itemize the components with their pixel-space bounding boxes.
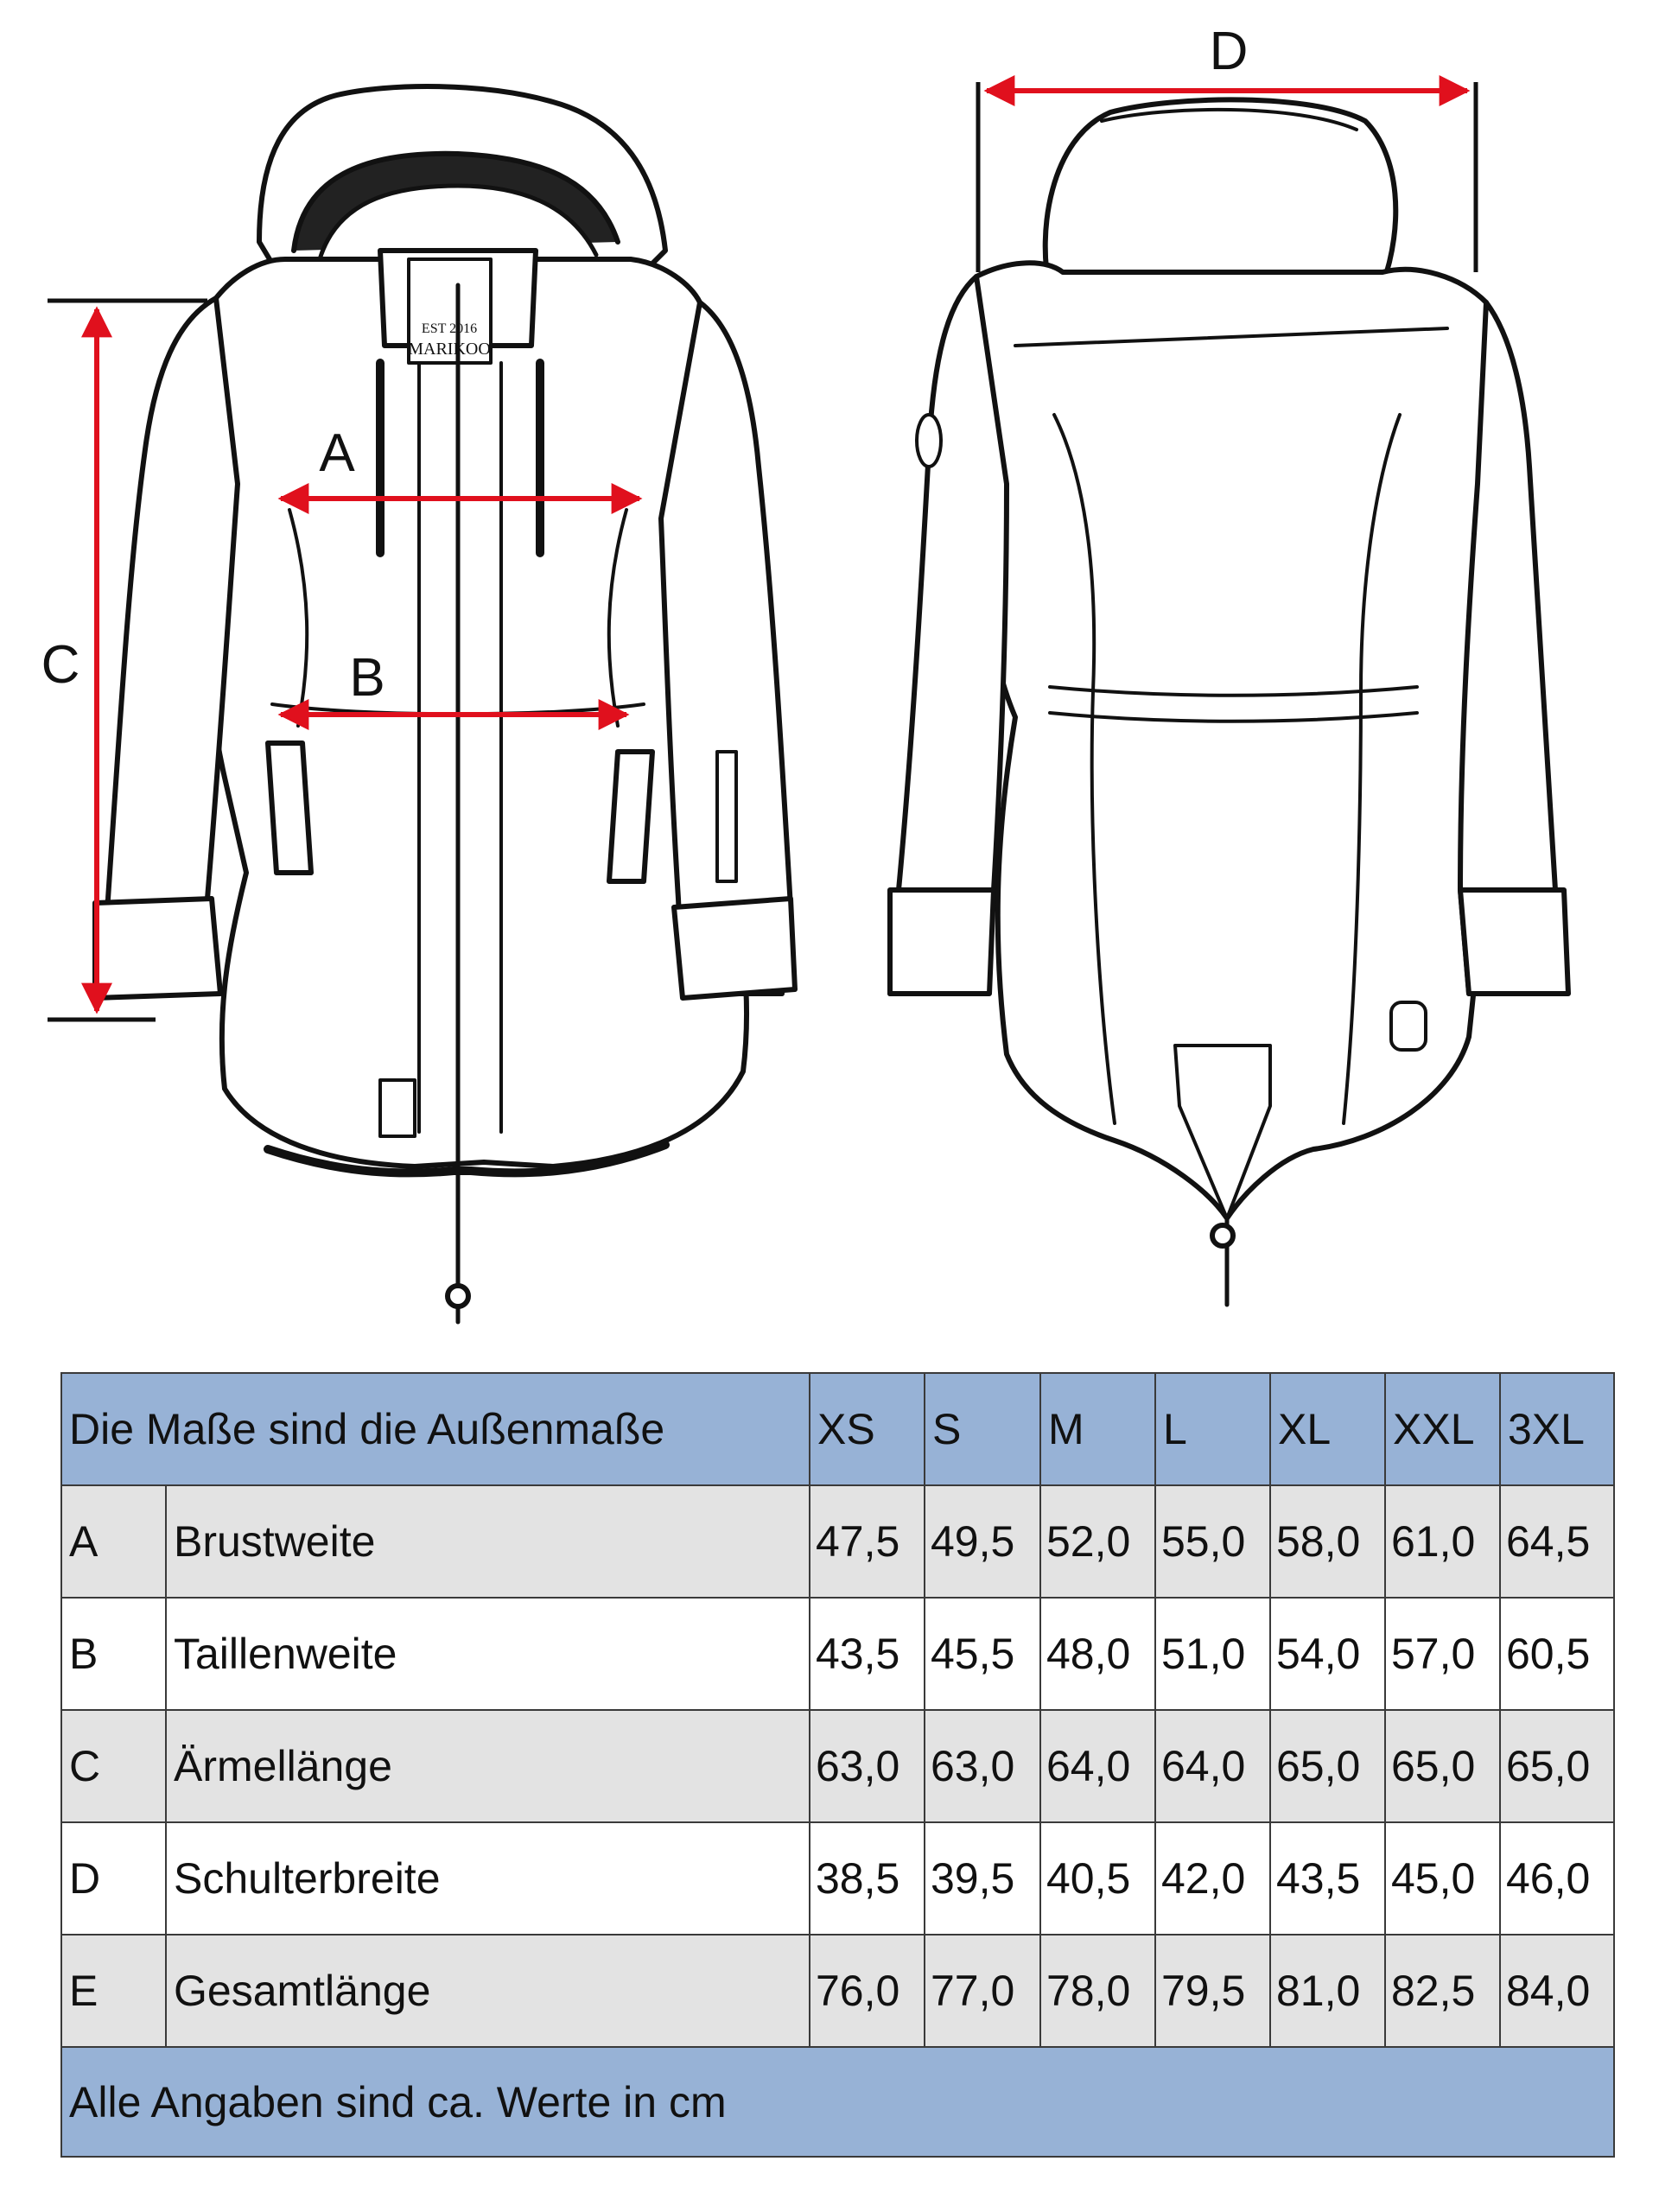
row-value: 49,5 (925, 1485, 1040, 1598)
size-header: XL (1270, 1373, 1385, 1485)
collar-est-text: EST 2016 (421, 321, 478, 336)
row-value: 38,5 (810, 1822, 925, 1935)
row-code: C (61, 1710, 166, 1822)
label-a: A (319, 423, 355, 483)
table-row (61, 1822, 1614, 1935)
row-name: Brustweite (166, 1485, 810, 1598)
size-header: L (1155, 1373, 1270, 1485)
row-value: 63,0 (810, 1710, 925, 1822)
row-value: 64,5 (1500, 1485, 1614, 1598)
row-name: Gesamtlänge (166, 1935, 810, 2047)
table-row (61, 1485, 1614, 1598)
back-jacket-drawing (890, 99, 1568, 1305)
label-c: C (41, 635, 80, 695)
back-left-sleeve (890, 276, 1007, 994)
row-value: 61,0 (1385, 1485, 1500, 1598)
table-title: Die Maße sind die Außenmaße (61, 1373, 810, 1485)
row-value: 42,0 (1155, 1822, 1270, 1935)
table-row (61, 1935, 1614, 2047)
table-footer: Alle Angaben sind ca. Werte in cm (61, 2047, 1614, 2157)
collar-brand-text: MARIKOO (408, 340, 491, 359)
row-value: 43,5 (810, 1598, 925, 1710)
row-value: 77,0 (925, 1935, 1040, 2047)
row-value: 65,0 (1385, 1710, 1500, 1822)
row-name: Ärmellänge (166, 1710, 810, 1822)
row-value: 63,0 (925, 1710, 1040, 1822)
table-footer-row (61, 2047, 1614, 2157)
row-value: 57,0 (1385, 1598, 1500, 1710)
label-b: B (349, 648, 385, 708)
table-header-row (61, 1373, 1614, 1485)
row-value: 81,0 (1270, 1935, 1385, 2047)
size-table (60, 1372, 1615, 2158)
row-value: 52,0 (1040, 1485, 1155, 1598)
row-code: D (61, 1822, 166, 1935)
row-value: 54,0 (1270, 1598, 1385, 1710)
row-value: 47,5 (810, 1485, 925, 1598)
row-name: Schulterbreite (166, 1822, 810, 1935)
front-right-sleeve (661, 302, 791, 994)
row-value: 60,5 (1500, 1598, 1614, 1710)
row-value: 45,0 (1385, 1822, 1500, 1935)
row-value: 48,0 (1040, 1598, 1155, 1710)
size-header: XXL (1385, 1373, 1500, 1485)
row-value: 46,0 (1500, 1822, 1614, 1935)
row-code: B (61, 1598, 166, 1710)
row-name: Taillenweite (166, 1598, 810, 1710)
row-value: 64,0 (1155, 1710, 1270, 1822)
front-left-sleeve (99, 298, 238, 994)
row-value: 79,5 (1155, 1935, 1270, 2047)
row-value: 76,0 (810, 1935, 925, 2047)
front-jacket-drawing (95, 86, 795, 1322)
row-value: 43,5 (1270, 1822, 1385, 1935)
label-d: D (1209, 22, 1249, 81)
row-value: 78,0 (1040, 1935, 1155, 2047)
size-header: XS (810, 1373, 925, 1485)
size-header: M (1040, 1373, 1155, 1485)
row-value: 82,5 (1385, 1935, 1500, 2047)
size-header: 3XL (1500, 1373, 1614, 1485)
row-value: 64,0 (1040, 1710, 1155, 1822)
row-code: E (61, 1935, 166, 2047)
row-value: 40,5 (1040, 1822, 1155, 1935)
row-value: 84,0 (1500, 1935, 1614, 2047)
table-row (61, 1598, 1614, 1710)
row-value: 39,5 (925, 1822, 1040, 1935)
row-value: 55,0 (1155, 1485, 1270, 1598)
row-value: 65,0 (1270, 1710, 1385, 1822)
row-code: A (61, 1485, 166, 1598)
row-value: 51,0 (1155, 1598, 1270, 1710)
row-value: 65,0 (1500, 1710, 1614, 1822)
row-value: 45,5 (925, 1598, 1040, 1710)
size-header: S (925, 1373, 1040, 1485)
table-row (61, 1710, 1614, 1822)
row-value: 58,0 (1270, 1485, 1385, 1598)
